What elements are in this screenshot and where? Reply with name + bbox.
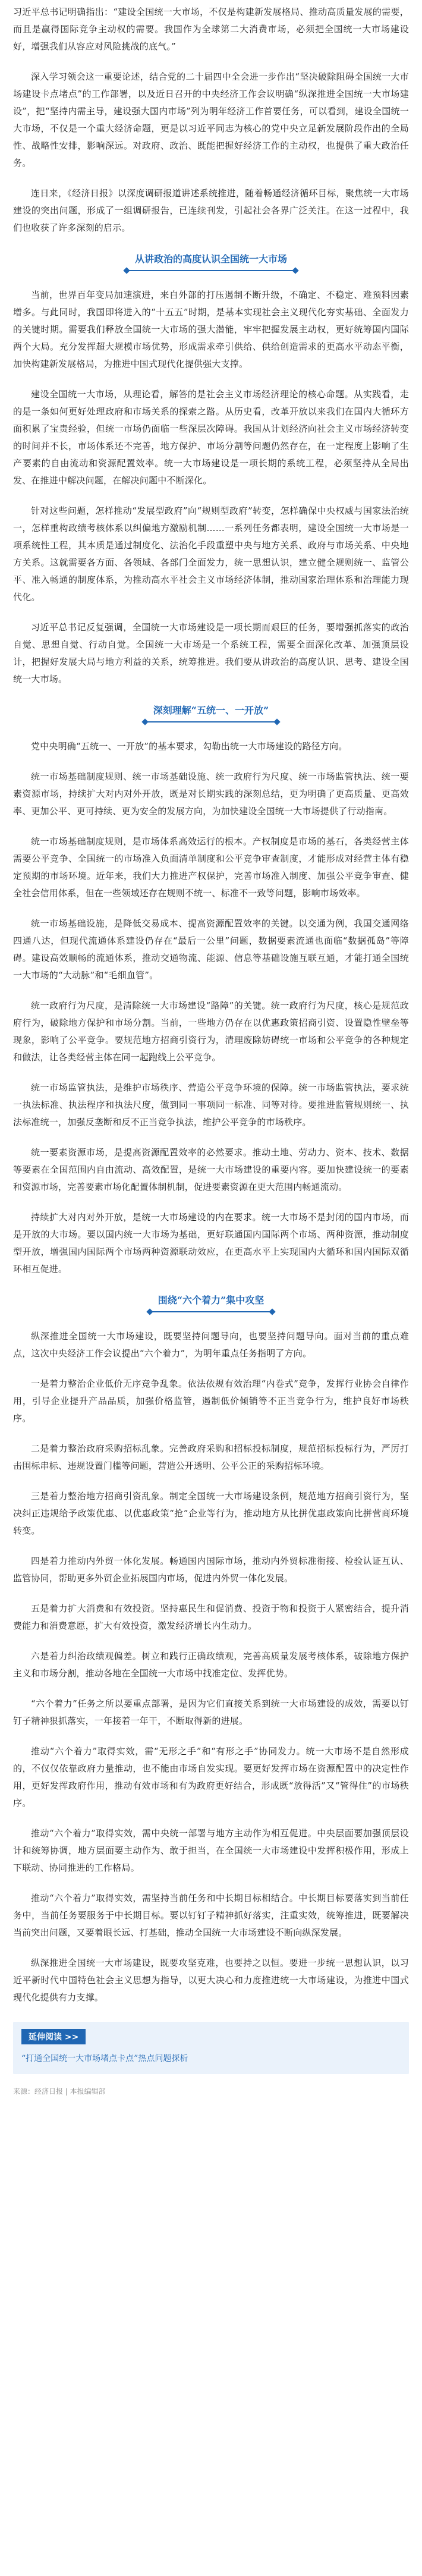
article-paragraph: 习近平总书记反复强调，全国统一大市场建设是一项长期而艰巨的任务，要增强抓落实的政治自觉、思想自觉、行动自觉。全国统一大市场是一个系统工程，需要全面深化改革、加强顶层设计，把握好发展大局与地方利益的关系，统筹推进。我们要从讲政治的高度认识、思考、建设全国统一大市场。	[13, 622, 409, 684]
article-paragraph: 五是着力扩大消费和有效投资。坚持惠民生和促消费、投资于物和投资于人紧密结合，提升消费能力和消费意愿，扩大有效投资，激发经济增长内生动力。	[13, 1603, 409, 1631]
article-paragraph: 纵深推进全国统一大市场建设，既要坚持问题导向，也要坚持问题导向。面对当前的重点难点，这次中央经济工作会议提出“六个着力”，为明年重点任务指明了方向。	[13, 1331, 409, 1359]
article-paragraph: 深入学习领会这一重要论述，结合党的二十届四中全会进一步作出“坚决破除阻碍全国统一大市场建设卡点堵点”的工作部署，以及近日召开的中央经济工作会议明确“纵深推进全国统一大市场建设”，把“坚持内需主导，建设强大国内市场”列为明年经济工作首要任务，可以看到，建设全国统一大市场，不仅是一个重大经济命题，更是以习近平同志为核心的党中央立足新发展阶段作出的全局性、战略性安排，影响深远。对政府、政治、既能把握好经济工作的主动权，也提供了重大政治任务。	[13, 71, 409, 168]
article-paragraph: 党中央明确“五统一、一开放”的基本要求，勾勒出统一大市场建设的路径方向。	[31, 741, 348, 752]
section-heading-wrap	[13, 1291, 409, 1312]
article-paragraph: 二是着力整治政府采购招标乱象。完善政府采购和招标投标制度，规范招标投标行为，严厉打击围标串标、违规设置门槛等问题，营造公开透明、公平公正的采购招标环境。	[13, 1443, 409, 1471]
article-paragraph: 连日来，《经济日报》以深度调研报道讲述系统推进，随着畅通经济循环目标，聚焦统一大市场建设的突出问题，形成了一组调研报告，已连续刊发，引起社会各界广泛关注。在这一过程中，我们也收获了许多深刻的启示。	[13, 188, 409, 233]
extended-reading-label: 延伸阅读 >>	[21, 2029, 86, 2044]
section-heading-wrap	[13, 250, 409, 271]
article-paragraph: 一是着力整治企业低价无序竞争乱象。依法依规有效治理“内卷式”竞争，发挥行业协会自律作用，引导企业提升产品品质，加强价格监管，遏制低价倾销等不正当竞争行为，维护良好市场秩序。	[13, 1378, 409, 1424]
section-heading: 从讲政治的高度认识全国统一大市场	[127, 250, 295, 271]
extended-reading-link[interactable]: “打通全国统一大市场堵点卡点”热点问题探析	[21, 2054, 188, 2063]
article-paragraph: 建设全国统一大市场，从理论看，解答的是社会主义市场经济理论的核心命题。从实践看，走的是一条如何更好处理政府和市场关系的探索之路。从历史看，改革开放以来我们在国内大循环方面积累了宝贵经验，但统一市场仍面临一些深层次障碍。我国从计划经济向社会主义市场经济转变的时间并不长，市场体系还不完善，地方保护、市场分割等问题仍然存在，在一定程度上影响了生产要素的自由流动和资源配置效率。统一大市场建设是一项长期的系统工程，必须坚持从全局出发、在推进中解决问题，在解决问题中不断深化。	[13, 389, 409, 486]
article-paragraph: 推动“六个着力”取得实效，需坚持当前任务和中长期目标相结合。中长期目标要落实到当前任务中，当前任务要服务于中长期目标。要以钉钉子精神抓好落实，注重实效，统筹推进，既要解决当前突出问题，又要着眼长远、打基础，推动全国统一大市场建设不断向纵深发展。	[13, 1893, 409, 1938]
article-paragraph: 推动“六个着力”取得实效，需中央统一部署与地方主动作为相互促进。中央层面要加强顶层设计和统筹协调，地方层面要主动作为、敢于担当，在全国统一大市场建设中发挥积极作用，形成上下联动、协同推进的工作格局。	[13, 1828, 409, 1873]
article-paragraph: 针对这些问题，怎样推动“发展型政府”向“规则型政府”转变，怎样确保中央权威与国家法治统一，怎样重构政绩考核体系以纠偏地方激励机制……一系列任务都表明，建设全国统一大市场是一项系统性工程，其本质是通过制度化、法治化手段重塑中央与地方关系、政府与市场关系、中央地方关系。这就需要各方面、各领域、各部门全面发力，统一思想认识，建立健全规则统一、监管公平、准入畅通的制度体系，为推动高水平社会主义市场经济体制，推动国家治理体系和治理能力现代化。	[13, 505, 409, 602]
section-heading-wrap	[13, 701, 409, 722]
article-source: 来源：经济日报 | 本报编辑部	[13, 2087, 106, 2096]
article-paragraph: 推动“六个着力”取得实效，需“无形之手”和“有形之手”协同发力。统一大市场不是自然形成的，不仅仅依靠政府力量推动，也不能由市场自发实现。要更好发挥市场在资源配置中的决定性作用，更好发挥政府作用，推动有效市场和有为政府更好结合，形成既“放得活”又“管得住”的市场秩序。	[13, 1746, 409, 1808]
article-paragraph: 六是着力纠治政绩观偏差。树立和践行正确政绩观，完善高质量发展考核体系，破除地方保护主义和市场分割，推动各地在全国统一大市场中找准定位、发挥优势。	[13, 1651, 409, 1679]
article-paragraph: 统一市场基础制度规则，是市场体系高效运行的根本。产权制度是市场的基石，各类经营主体需要公平竞争、全国统一的市场准入负面清单制度和公平竞争审查制度，才能形成对经营主体有稳定预期的市场环境。近年来，我们大力推进产权保护，完善市场准入制度、加强公平竞争审查、健全社会信用体系，但在一些领域还存在规则不统一、标准不一致等问题，影响市场效率。	[13, 836, 409, 899]
section-heading: 深刻理解“五统一、一开放”	[145, 701, 277, 722]
article-paragraph: 统一政府行为尺度，是清除统一大市场建设“路障”的关键。统一政府行为尺度，核心是规范政府行为，破除地方保护和市场分割。当前，一些地方仍存在以优惠政策招商引资、设置隐性壁垒等现象，影响了公平竞争。要规范地方招商引资行为，清理废除妨碍统一市场和公平竞争的各种规定和做法，让各类经营主体在同一起跑线上公平竞争。	[13, 1000, 409, 1063]
section-heading: 围绕“六个着力”集中攻坚	[150, 1291, 272, 1312]
article-paragraph: 习近平总书记明确指出：“建设全国统一大市场，不仅是构建新发展格局、推动高质量发展的需要，而且是赢得国际竞争主动权的需要。我国作为全球第二大消费市场，必须把全国统一大市场建设好，增强我们从容应对风险挑战的底气。”	[13, 7, 409, 52]
article-paragraph: 统一市场基础制度规则、统一市场基础设施、统一政府行为尺度、统一市场监管执法、统一要素资源市场，持续扩大对内对外开放，既是对长期实践的深刻总结，更为明确了更高质量、更高效率、更加公平、更可持续、更为安全的发展方向，为加快建设全国统一大市场提供了行动指南。	[13, 771, 409, 816]
article-paragraph: 统一市场监管执法，是维护市场秩序、营造公平竞争环境的保障。统一市场监管执法，要求统一执法标准、执法程序和执法尺度，做到同一事项同一标准、同等对待。要推进监管规则统一、执法标准统一，加强反垄断和反不正当竞争执法，维护公平竞争的市场秩序。	[13, 1082, 409, 1127]
extended-reading-box	[13, 2022, 409, 2074]
article-paragraph: 当前，世界百年变局加速演进，来自外部的打压遏制不断升级，不确定、不稳定、难预料因素增多。与此同时，我国即将进入的“十五五”时期，是基本实现社会主义现代化夯实基础、全面发力的关键时期。需要我们释放全国统一大市场的强大潜能，牢牢把握发展主动权，更好统筹国内国际两个大局。充分发挥超大规模市场优势，形成需求牵引供给、供给创造需求的更高水平动态平衡，加快构建新发展格局，为推进中国式现代化提供强大支撑。	[13, 290, 409, 369]
article-paragraph: 三是着力整治地方招商引资乱象。制定全国统一大市场建设条例，规范地方招商引资行为，坚决纠正违规给予政策优惠、以优惠政策“抢”企业等行为，推动地方从比拼优惠政策向比拼营商环境转变。	[13, 1491, 409, 1536]
article-paragraph: 统一要素资源市场，是提高资源配置效率的必然要求。推动土地、劳动力、资本、技术、数据等要素在全国范围内自由流动、高效配置，是统一大市场建设的重要内容。要加快建设统一的要素和资源市场，完善要素市场化配置体制机制，促进要素资源在更大范围内畅通流动。	[13, 1147, 409, 1192]
article-paragraph: 纵深推进全国统一大市场建设，既要攻坚克难，也要持之以恒。要进一步统一思想认识，以习近平新时代中国特色社会主义思想为指导，以更大决心和力度推进统一大市场建设，为推进中国式现代化提供有力支撑。	[13, 1958, 409, 2003]
article-paragraph: 统一市场基础设施，是降低交易成本、提高资源配置效率的关键。以交通为例，我国交通网络四通八达，但现代流通体系建设仍存在“最后一公里”问题，数据要素流通也面临“数据孤岛”等障碍。建设高效顺畅的流通体系，推动交通物流、能源、信息等基础设施互联互通，才能打通全国统一大市场的“大动脉”和“毛细血管”。	[13, 918, 409, 981]
article-body	[13, 4, 409, 2006]
article-paragraph: “六个着力”任务之所以要重点部署，是因为它们直接关系到统一大市场建设的成效，需要以钉钉子精神狠抓落实，一年接着一年干，不断取得新的进展。	[13, 1698, 409, 1726]
article-paragraph: 四是着力推动内外贸一体化发展。畅通国内国际市场，推动内外贸标准衔接、检验认证互认、监管协同，帮助更多外贸企业拓展国内市场，促进内外贸一体化发展。	[13, 1556, 409, 1584]
article-paragraph: 持续扩大对内对外开放，是统一大市场建设的内在要求。统一大市场不是封闭的国内市场，而是开放的大市场。要以国内统一大市场为基础，更好联通国内国际两个市场、两种资源，推动制度型开放，增强国内国际两个市场两种资源联动效应，在更高水平上实现国内大循环和国内国际双循环相互促进。	[13, 1212, 409, 1274]
